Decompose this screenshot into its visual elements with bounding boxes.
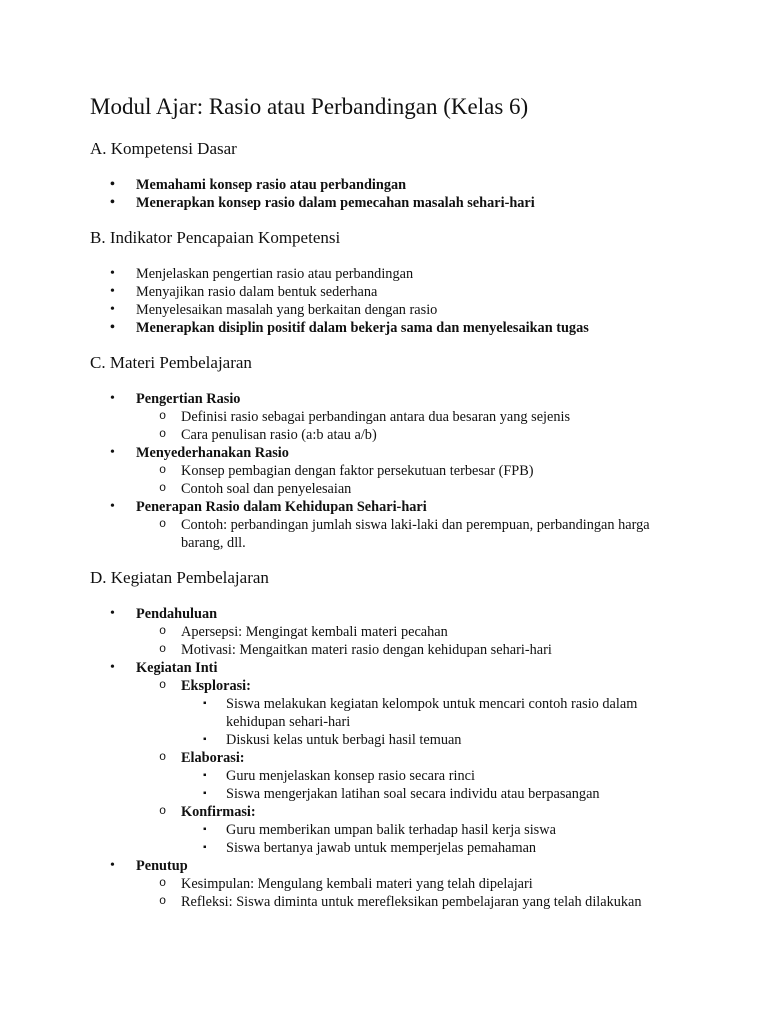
sub-sub-list: [181, 767, 690, 803]
document-page: [90, 92, 690, 911]
sub-list: [136, 875, 690, 911]
section-b-list: [90, 265, 690, 337]
sub-list-item: [136, 803, 690, 857]
list-item-label: Penutup: [136, 858, 188, 874]
list-item-label: Pendahuluan: [136, 606, 218, 622]
list-item: [90, 605, 690, 659]
section-a-heading: A. Kompetensi Dasar: [90, 139, 237, 158]
sub-sub-list: [181, 695, 690, 749]
sub-list: [136, 677, 690, 857]
section-c-list: [90, 390, 690, 552]
sub-sub-list-item: ▪ Siswa bertanya jawab untuk memperjelas pemahaman: [181, 839, 690, 857]
section-b-heading: B. Indikator Pencapaian Kompetensi: [90, 228, 341, 247]
sub-list-item: o Contoh soal dan penyelesaian: [136, 480, 690, 498]
sub-sub-list-item: ▪ Siswa mengerjakan latihan soal secara individu atau berpasangan: [181, 785, 690, 803]
list-item: [90, 498, 690, 552]
list-item-label: Kegiatan Inti: [136, 660, 218, 676]
sub-sub-list: [181, 821, 690, 857]
sub-sub-list-item: ▪ Guru memberikan umpan balik terhadap hasil kerja siswa: [181, 821, 690, 839]
sub-list-item: o Refleksi: Siswa diminta untuk merefleksikan pembelajaran yang telah dilakukan: [136, 893, 690, 911]
sub-list: [136, 462, 690, 498]
sub-sub-list-item: ▪ Diskusi kelas untuk berbagi hasil temuan: [181, 731, 690, 749]
sub-list-label: Eksplorasi:: [181, 678, 251, 694]
sub-list-label: Elaborasi:: [181, 750, 245, 766]
document-title: Modul Ajar: Rasio atau Perbandingan (Kelas 6): [90, 94, 529, 119]
list-item-label: Pengertian Rasio: [136, 391, 241, 407]
sub-list: [136, 516, 690, 552]
sub-sub-list-item: ▪ Siswa melakukan kegiatan kelompok untuk mencari contoh rasio dalam kehidupan sehari-hari: [181, 695, 690, 731]
list-item: [90, 659, 690, 857]
sub-list-item: o Contoh: perbandingan jumlah siswa laki-laki dan perempuan, perbandingan harga barang, dll.: [136, 516, 690, 552]
list-item: [90, 444, 690, 498]
sub-list-item: o Konsep pembagian dengan faktor persekutuan terbesar (FPB): [136, 462, 690, 480]
sub-sub-list-item: ▪ Guru menjelaskan konsep rasio secara rinci: [181, 767, 690, 785]
sub-list-item: o Cara penulisan rasio (a:b atau a/b): [136, 426, 690, 444]
sub-list-item: o Definisi rasio sebagai perbandingan antara dua besaran yang sejenis: [136, 408, 690, 426]
section-c-heading: C. Materi Pembelajaran: [90, 353, 252, 372]
sub-list-item: o Apersepsi: Mengingat kembali materi pecahan: [136, 623, 690, 641]
sub-list-item: [136, 749, 690, 803]
sub-list-item: [136, 677, 690, 749]
sub-list-label: Konfirmasi:: [181, 804, 256, 820]
list-item: [90, 857, 690, 911]
sub-list: [136, 408, 690, 444]
list-item: • Menyajikan rasio dalam bentuk sederhana: [90, 283, 690, 301]
sub-list-item: o Motivasi: Mengaitkan materi rasio dengan kehidupan sehari-hari: [136, 641, 690, 659]
list-item: • Menerapkan konsep rasio dalam pemecahan masalah sehari-hari: [90, 194, 690, 212]
list-item: • Menerapkan disiplin positif dalam bekerja sama dan menyelesaikan tugas: [90, 319, 690, 337]
list-item: • Menyelesaikan masalah yang berkaitan dengan rasio: [90, 301, 690, 319]
list-item: • Memahami konsep rasio atau perbandingan: [90, 176, 690, 194]
list-item-label: Penerapan Rasio dalam Kehidupan Sehari-hari: [136, 499, 427, 515]
sub-list-item: o Kesimpulan: Mengulang kembali materi yang telah dipelajari: [136, 875, 690, 893]
list-item: [90, 390, 690, 444]
section-a-list: [90, 176, 690, 212]
sub-list: [136, 623, 690, 659]
section-d-list: [90, 605, 690, 911]
section-d-heading: D. Kegiatan Pembelajaran: [90, 568, 269, 587]
list-item-label: Menyederhanakan Rasio: [136, 445, 289, 461]
list-item: • Menjelaskan pengertian rasio atau perbandingan: [90, 265, 690, 283]
